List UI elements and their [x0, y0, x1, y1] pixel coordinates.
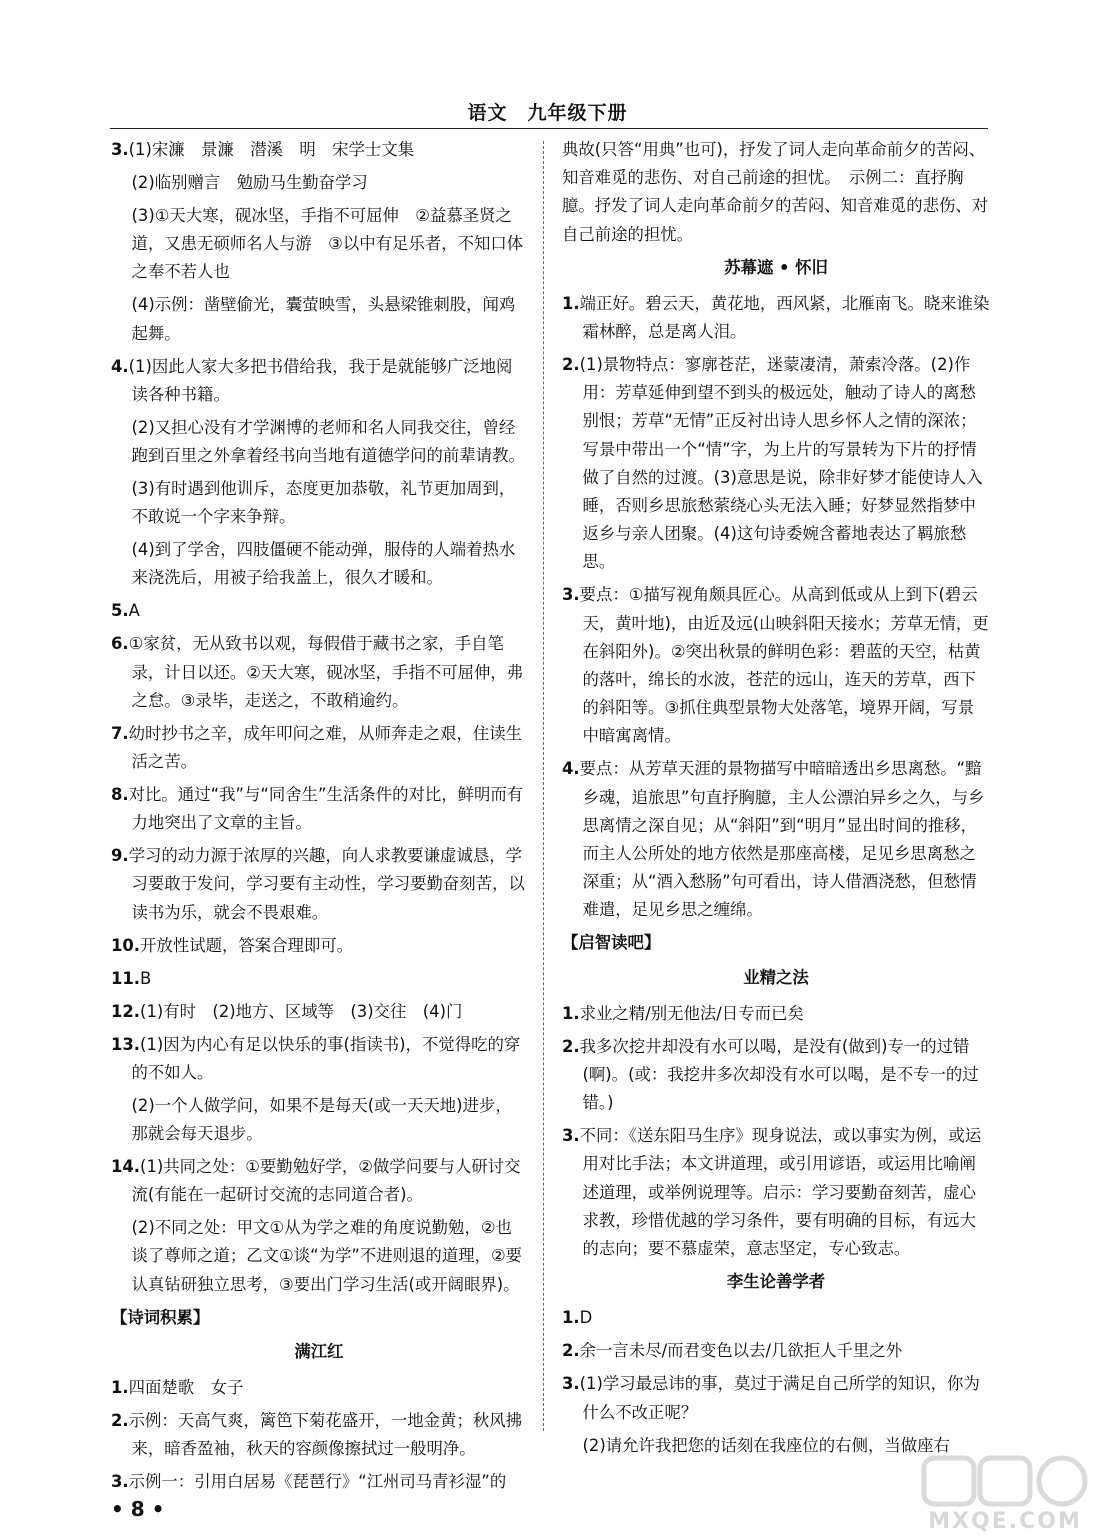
item-number: 1.: [562, 293, 580, 313]
item-number: 11.: [111, 968, 141, 988]
answer-item: [562, 1370, 990, 1426]
answer-item: [562, 1033, 990, 1118]
sub-answer: (4)示例：凿壁偷光，囊萤映雪，头悬梁锥刺股，闻鸡起舞。: [131, 295, 516, 343]
item-text: 余一言未尽/而君变色以去/几欲拒人千里之外: [579, 1341, 903, 1361]
answer-item: [111, 1153, 527, 1209]
answer-item: [111, 781, 527, 837]
item-number: 2.: [111, 1411, 129, 1431]
item-text: A: [128, 601, 140, 621]
poem-title: 李生论善学者: [726, 1272, 826, 1292]
answer-item: [111, 1407, 527, 1463]
answer-item: [562, 1304, 990, 1332]
item-text: D: [579, 1308, 593, 1328]
running-header: 语文 九年级下册: [467, 102, 628, 124]
answer-item: [111, 965, 527, 993]
sub-answer: (2)一个人做学问，如果不是每天(或一天天地)进步，那就会每天退步。: [131, 1095, 512, 1144]
item-number: 13.: [111, 1034, 141, 1054]
sub-answer: (2)临别赠言 勉励马生勤奋学习: [131, 173, 368, 192]
sub-answer: (2)又担心没有才学渊博的老师和名人同我交往，曾经跑到百里之外拿着经书向当地有道德学问的前辈请教。: [131, 417, 525, 466]
item-text: (1)学习最忌讳的事，莫过于满足自己所学的知识，你为什么不改正呢？: [579, 1374, 980, 1422]
answer-item: [111, 136, 527, 164]
answer-item: [111, 1374, 527, 1402]
answer-item: [111, 353, 527, 409]
answer-item: [562, 290, 990, 346]
answer-item: [111, 1031, 527, 1087]
item-number: 7.: [111, 723, 129, 743]
answer-item: [111, 630, 527, 715]
item-number: 2.: [562, 1341, 580, 1361]
answer-item: [562, 1122, 990, 1263]
answer-item: [111, 1468, 527, 1496]
item-number: 3.: [111, 140, 129, 159]
answer-item: [111, 597, 527, 625]
answer-item: [562, 351, 990, 577]
sub-answer: (3)①天大寒，砚冰坚，手指不可屈伸 ②益慕圣贤之道，又患无硕师名人与游 ③以中有足乐者，不知口体之奉不若人也: [131, 206, 524, 282]
answer-item: [562, 581, 990, 750]
answer-item: [111, 932, 527, 960]
watermark-logo: [920, 1452, 1090, 1536]
answer-item: [562, 755, 990, 924]
sub-answer: (2)请允许我把您的话刻在我座位的右侧，当做座右: [582, 1435, 950, 1455]
item-text: (1)共同之处：①要勤勉好学，②做学问要与人研讨交流(有能在一起研讨交流的志同道合者)。: [131, 1157, 521, 1205]
item-text: 对比。通过“我”与“同舍生”生活条件的对比，鲜明而有力地突出了文章的主旨。: [128, 785, 524, 833]
item-text: 幼时抄书之辛，成年叩问之难，从师奔走之艰，住读生活之苦。: [128, 723, 523, 772]
page-number: • 8 •: [111, 1497, 165, 1521]
poem-title: 满江红: [294, 1341, 344, 1361]
item-number: 6.: [111, 634, 129, 654]
item-number: 3.: [562, 585, 580, 605]
sub-answer: (4)到了学舍，四肢僵硬不能动弹，服侍的人端着热水来浇洗后，用被子给我盖上，很久才暖和。: [131, 540, 516, 588]
poem-title: 苏幕遮 • 怀旧: [724, 257, 828, 277]
item-text: B: [140, 968, 152, 988]
sub-answer: (2)不同之处：甲文①从为学之难的角度说勤勉，②也谈了尊师之道；乙文①谈“为学”不进则退的道理，②要认真钻研独立思考，③要出门学习生活(或开阔眼界)。: [131, 1218, 523, 1294]
continued-text: 典故(只答“用典”也可)，抒发了词人走向革命前夕的苦闷、知音难觅的悲伤、对自己前途的担忧。 示例二：直抒胸臆。抒发了词人走向革命前夕的苦闷、知音难觅的悲伤、对自己前途的担忧。: [562, 140, 989, 244]
item-number: 10.: [111, 935, 141, 955]
answer-item: [562, 1000, 990, 1028]
section-heading: 【启智读吧】: [562, 933, 661, 953]
item-number: 14.: [111, 1157, 141, 1177]
item-text: (1)宋濂 景濂 潜溪 明 宋学士文集: [128, 140, 415, 159]
column-divider: [543, 141, 544, 1431]
item-text: 不同：《送东阳马生序》现身说法，或以事实为例，或运用对比手法；本文讲道理，或引用谚语，或运用比喻阐述道理，或举例说理等。启示：学习要勤奋刻苦，虚心求教，珍惜优越的学习条件，要有明确的目标，有远大的志向；要不慕虚荣，意志坚定，专心致志。: [579, 1126, 982, 1259]
watermark-text: MXQE.COM: [928, 1509, 1082, 1534]
item-text: (1)景物特点：寥廓苍茫，迷蒙凄清，萧索冷落。(2)作用：芳草延伸到望不到头的极远处，触动了诗人的离愁别恨；芳草“无情”正反衬出诗人思乡怀人之情的深浓；写景中带出一个“情”字，为上片的写景转为下片的抒情做了自然的过渡。(3)意思是说，除非好梦才能使诗人入睡，否则乡思旅愁萦绕心头无法入睡；好梦显然指梦中返乡与亲人团聚。(4)这句诗委婉含蓄地表达了羁旅愁思。: [579, 355, 983, 572]
item-text: 端正好。碧云天，黄花地，西风紧，北雁南飞。晓来谁染霜林醉，总是离人泪。: [579, 293, 990, 342]
item-number: 8.: [111, 785, 129, 805]
item-text: 要点：①描写视角颇具匠心。从高到低或从上到下(碧云天，黄叶地)，由近及远(山映斜阳天接水；芳草无情，更在斜阳外)。②突出秋景的鲜明色彩：碧蓝的天空，枯黄的落叶，绵长的水波，苍茫的远山，连天的芳草，西下的斜阳等。③抓住典型景物大处落笔，境界开阔，写景中暗寓离情。: [579, 585, 989, 746]
item-text: ①家贫，无从致书以观，每假借于藏书之家，手自笔录，计日以还。②天大寒，砚冰坚，手指不可屈伸，弗之怠。③录毕，走送之，不敢稍逾约。: [128, 634, 524, 710]
item-number: 3.: [562, 1374, 580, 1394]
item-text: 示例一：引用白居易《琵琶行》“江州司马青衫湿”的: [128, 1472, 507, 1492]
right-column: [562, 136, 990, 1465]
item-number: 2.: [562, 1036, 580, 1056]
item-number: 9.: [111, 846, 129, 866]
item-number: 12.: [111, 1001, 141, 1021]
item-number: 1.: [562, 1003, 580, 1023]
answer-item: [111, 720, 527, 776]
answer-item: [562, 1337, 990, 1365]
item-number: 2.: [562, 355, 580, 375]
watermark-badge-icon: [920, 1452, 1090, 1512]
item-number: 4.: [111, 356, 129, 376]
item-text: (1)有时 (2)地方、区域等 (3)交往 (4)门: [140, 1001, 463, 1021]
item-number: 4.: [562, 759, 580, 779]
item-text: 四面楚歌 女子: [128, 1378, 244, 1398]
item-text: 求业之精/别无他法/日专而已矣: [579, 1003, 804, 1023]
item-text: 示例：天高气爽，篱笆下菊花盛开，一地金黄；秋风拂来，暗香盈袖，秋天的容颜像擦拭过一般明净。: [128, 1411, 523, 1459]
item-text: 开放性试题，答案合理即可。: [140, 935, 354, 955]
item-text: 学习的动力源于浓厚的兴趣，向人求教要谦虚诚恳，学习要敢于发问，学习要有主动性，学习要勤奋刻苦，以读书为乐，就会不畏艰难。: [128, 846, 525, 922]
header-rule: [110, 128, 988, 129]
section-heading: 【诗词积累】: [111, 1307, 210, 1327]
item-text: 我多次挖井却没有水可以喝，是没有(做到)专一的过错(啊)。(或：我挖井多次却没有水可以喝，是不专一的过错。): [579, 1036, 979, 1113]
item-text: 要点：从芳草天涯的景物描写中暗暗透出乡思离愁。“黯乡魂，追旅思”句直抒胸臆，主人公漂泊异乡之久，与乡思离情之深自见；从“斜阳”到“明月”显出时间的推移，而主人公所处的地方依然是那座高楼，足见乡思离愁之深重；从“酒入愁肠”句可看出，诗人借酒浇愁，但愁情难遣，足见乡思之缠绵。: [579, 759, 985, 920]
item-number: 3.: [562, 1126, 580, 1146]
item-text: (1)因为内心有足以快乐的事(指读书)，不觉得吃的穿的不如人。: [131, 1034, 521, 1082]
sub-answer: (3)有时遇到他训斥，态度更加恭敬，礼节更加周到，不敢说一个字来争辩。: [131, 479, 516, 527]
poem-title: 业精之法: [743, 967, 809, 987]
answer-item: [111, 998, 527, 1026]
item-text: (1)因此人家大多把书借给我，我于是就能够广泛地阅读各种书籍。: [128, 356, 513, 404]
answer-item: [111, 842, 527, 927]
item-number: 1.: [111, 1378, 129, 1398]
left-column: [111, 136, 527, 1501]
item-number: 1.: [562, 1308, 580, 1328]
item-number: 3.: [111, 1472, 129, 1492]
item-number: 5.: [111, 601, 129, 621]
